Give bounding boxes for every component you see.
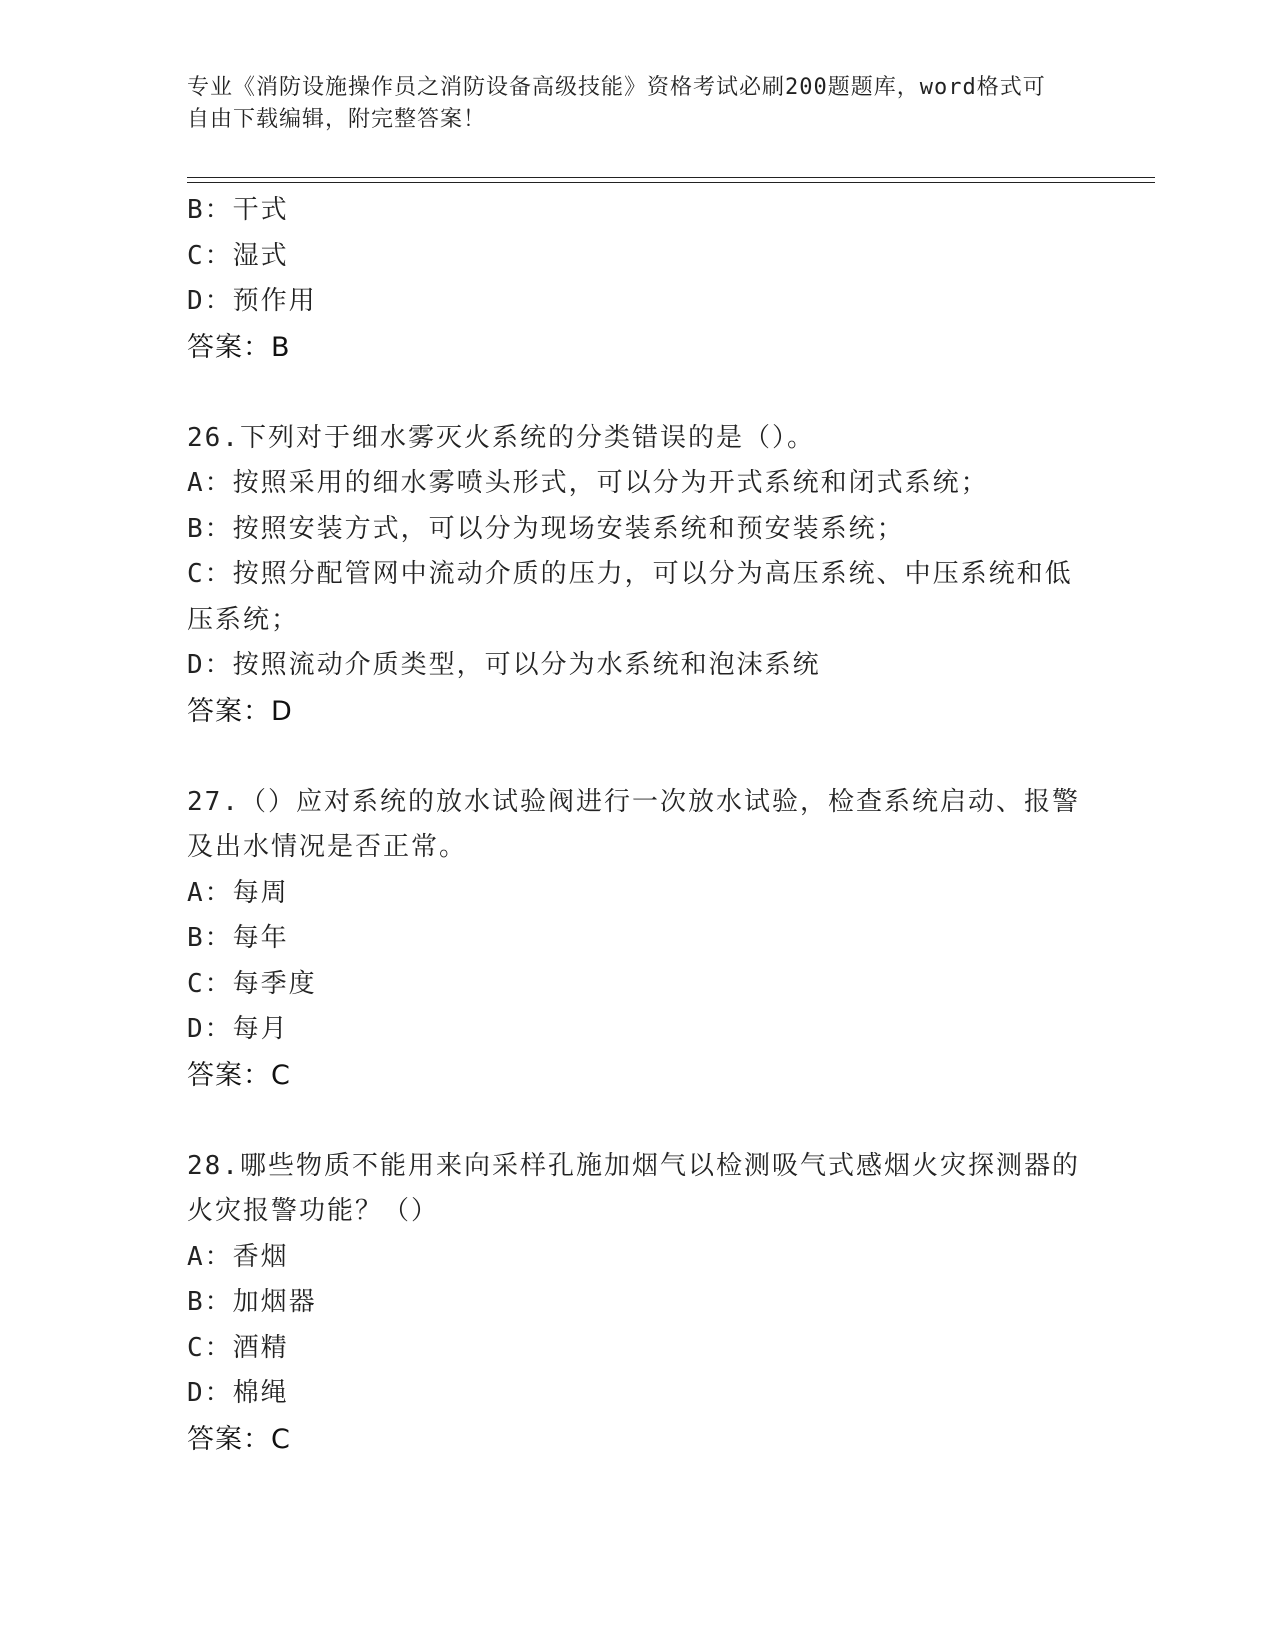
- option-b: B：加烟器: [187, 1287, 317, 1317]
- option-b: B：按照安装方式，可以分为现场安装系统和预安装系统；: [187, 513, 905, 544]
- header-rule-top: [187, 177, 1155, 178]
- spacer: [187, 734, 1087, 780]
- option-d: D：棉绳: [187, 1378, 289, 1408]
- answer-line: 答案：C: [187, 1059, 291, 1091]
- answer-line: 答案：D: [187, 695, 293, 727]
- option-c: C：湿式: [187, 240, 289, 271]
- option-c: C：酒精: [187, 1332, 289, 1363]
- question-stem: 26.下列对于细水雾灭火系统的分类错误的是（）。: [187, 422, 815, 453]
- answer-line: 答案：B: [187, 331, 291, 363]
- document-header: 专业《消防设施操作员之消防设备高级技能》资格考试必刷200题题库，word格式可自由下载编辑，附完整答案！: [187, 75, 1046, 132]
- question-27: [187, 780, 1087, 1099]
- option-d: D：预作用: [187, 286, 317, 316]
- spacer: [187, 370, 1087, 416]
- question-28: [187, 1144, 1087, 1463]
- header-rule-bottom: [187, 182, 1155, 183]
- question-stem: 28.哪些物质不能用来向采样孔施加烟气以检测吸气式感烟火灾探测器的火灾报警功能？（）: [187, 1150, 1080, 1226]
- question-content: [187, 188, 1087, 1462]
- question-25-fragment: [187, 188, 1087, 370]
- option-a: A：按照采用的细水雾喷头形式，可以分为开式系统和闭式系统；: [187, 468, 989, 498]
- option-d: D：每月: [187, 1014, 289, 1044]
- option-c: C：每季度: [187, 968, 317, 999]
- option-c: C：按照分配管网中流动介质的压力，可以分为高压系统、中压系统和低压系统；: [187, 559, 1073, 635]
- question-stem: 27.（）应对系统的放水试验阀进行一次放水试验，检查系统启动、报警及出水情况是否正常。: [187, 786, 1080, 862]
- question-26: [187, 416, 1087, 735]
- option-b: B：干式: [187, 195, 289, 225]
- spacer: [187, 1098, 1087, 1144]
- option-a: A：香烟: [187, 1241, 289, 1272]
- option-d: D：按照流动介质类型，可以分为水系统和泡沫系统: [187, 650, 821, 680]
- answer-line: 答案：C: [187, 1423, 291, 1455]
- option-a: A：每周: [187, 877, 289, 908]
- option-b: B：每年: [187, 923, 289, 953]
